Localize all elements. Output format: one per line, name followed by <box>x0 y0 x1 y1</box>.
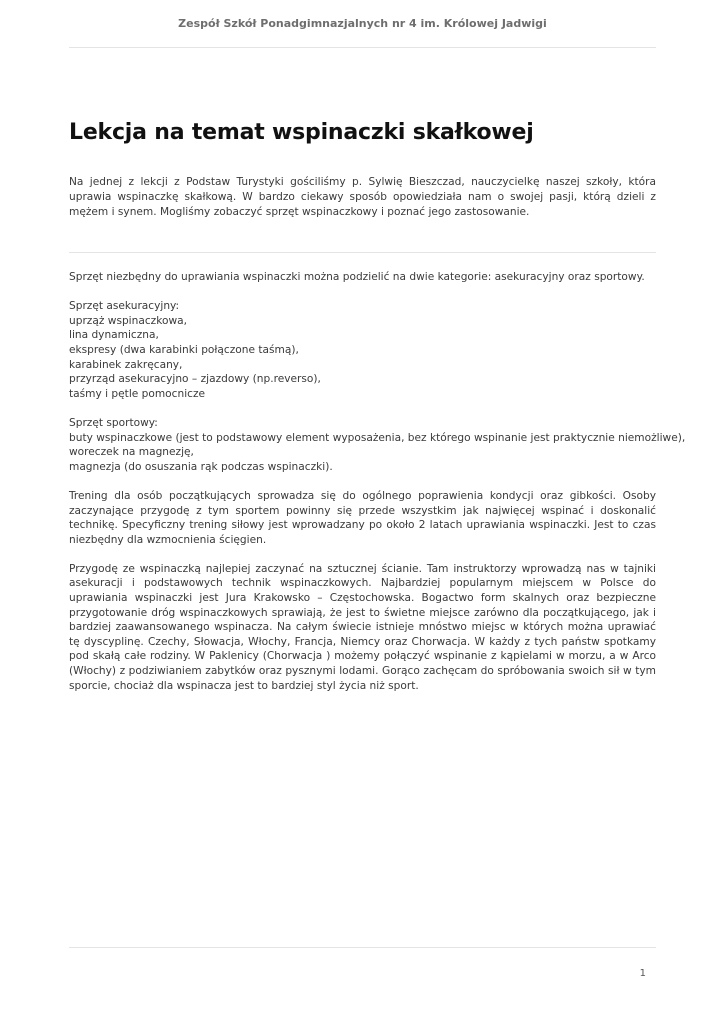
list-item: taśmy i pętle pomocnicze <box>69 387 206 400</box>
list-item: karabinek zakręcany, <box>69 358 183 371</box>
article-body <box>69 270 686 708</box>
belay-heading: Sprzęt asekuracyjny: <box>69 300 180 313</box>
article-title: Lekcja na temat wspinaczki skałkowej <box>69 120 534 145</box>
header-divider <box>69 47 656 48</box>
list-item: przyrząd asekuracyjno – zjazdowy (np.reverso), <box>69 373 321 386</box>
list-item: magnezja (do osuszania rąk podczas wspinaczki). <box>69 460 333 473</box>
school-header: Zespół Szkół Ponadgimnazjalnych nr 4 im. Królowej Jadwigi <box>178 17 547 30</box>
list-item: ekspresy (dwa karabinki połączone taśmą), <box>69 343 299 356</box>
list-item: buty wspinaczkowe (jest to podstawowy element wyposażenia, bez którego wspinanie jest praktycznie niemożliwe), <box>69 431 686 444</box>
list-item: lina dynamiczna, <box>69 329 159 342</box>
page-number: 1 <box>639 968 646 979</box>
adventure-paragraph: Przygodę ze wspinaczką najlepiej zaczynać na sztucznej ścianie. Tam instruktorzy wprowadzą nas w tajniki asekuracji i podstawowych technik wspinaczkowych. Najbardziej popularnym miejscem w Polsce do uprawiania wspinaczki jest Jura Krakowsko – Częstochowska. Bogactwo form skalnych oraz bezpieczne przygotowanie dróg wspinaczkowych sprawiają, że jest to świetne miejsce zarówno dla początkującego, jak i bardziej zaawansowanego wspinacza. Na całym świecie istnieje mnóstwo miejsc w których można uprawiać tę dyscyplinę. Czechy, Słowacja, Włochy, Francja, Niemcy oraz Chorwacja. W każdy z tych państw spotkamy pod skałą całe rodziny. W Paklenicy (Chorwacja ) możemy połączyć wspinanie z kąpielami w morzu, a w Arco (Włochy) z podziwianiem zabytków oraz pysznymi lodami. Gorąco zachęcam do spróbowania swoich sił w tym sporcie, chociaż dla wspinacza jest to bardziej styl życia niż sport. <box>69 562 656 692</box>
training-paragraph: Trening dla osób początkujących sprowadza się do ogólnego poprawienia kondycji oraz gibkości. Osoby zaczynające przygodę z tym sportem powinny się przede wszystkim jak najwięcej wspinać i doskonalić technikę. Specyficzny trening siłowy jest wprowadzany po około 2 latach uprawiania wspinaczki. Jest to czas niezbędny dla wzmocnienia ścięgien. <box>69 489 656 546</box>
intro-paragraph: Na jednej z lekcji z Podstaw Turystyki gościliśmy p. Sylwię Bieszczad, nauczycielkę naszej szkoły, która uprawia wspinaczkę skałkową. W bardzo ciekawy sposób opowiedziała nam o swojej pasji, którą dzieli z mężem i synem. Mogliśmy zobaczyć sprzęt wspinaczkowy i poznać jego zastosowanie. <box>69 176 656 218</box>
belay-equipment-list <box>69 299 656 401</box>
intro-divider <box>69 252 656 253</box>
categories-paragraph: Sprzęt niezbędny do uprawiania wspinaczki można podzielić na dwie kategorie: asekuracyjny oraz sportowy. <box>69 271 645 283</box>
list-item: uprząż wspinaczkowa, <box>69 314 187 327</box>
sport-heading: Sprzęt sportowy: <box>69 416 158 429</box>
sport-equipment-list <box>69 416 686 474</box>
footer-divider <box>69 947 656 948</box>
list-item: woreczek na magnezję, <box>69 446 194 459</box>
